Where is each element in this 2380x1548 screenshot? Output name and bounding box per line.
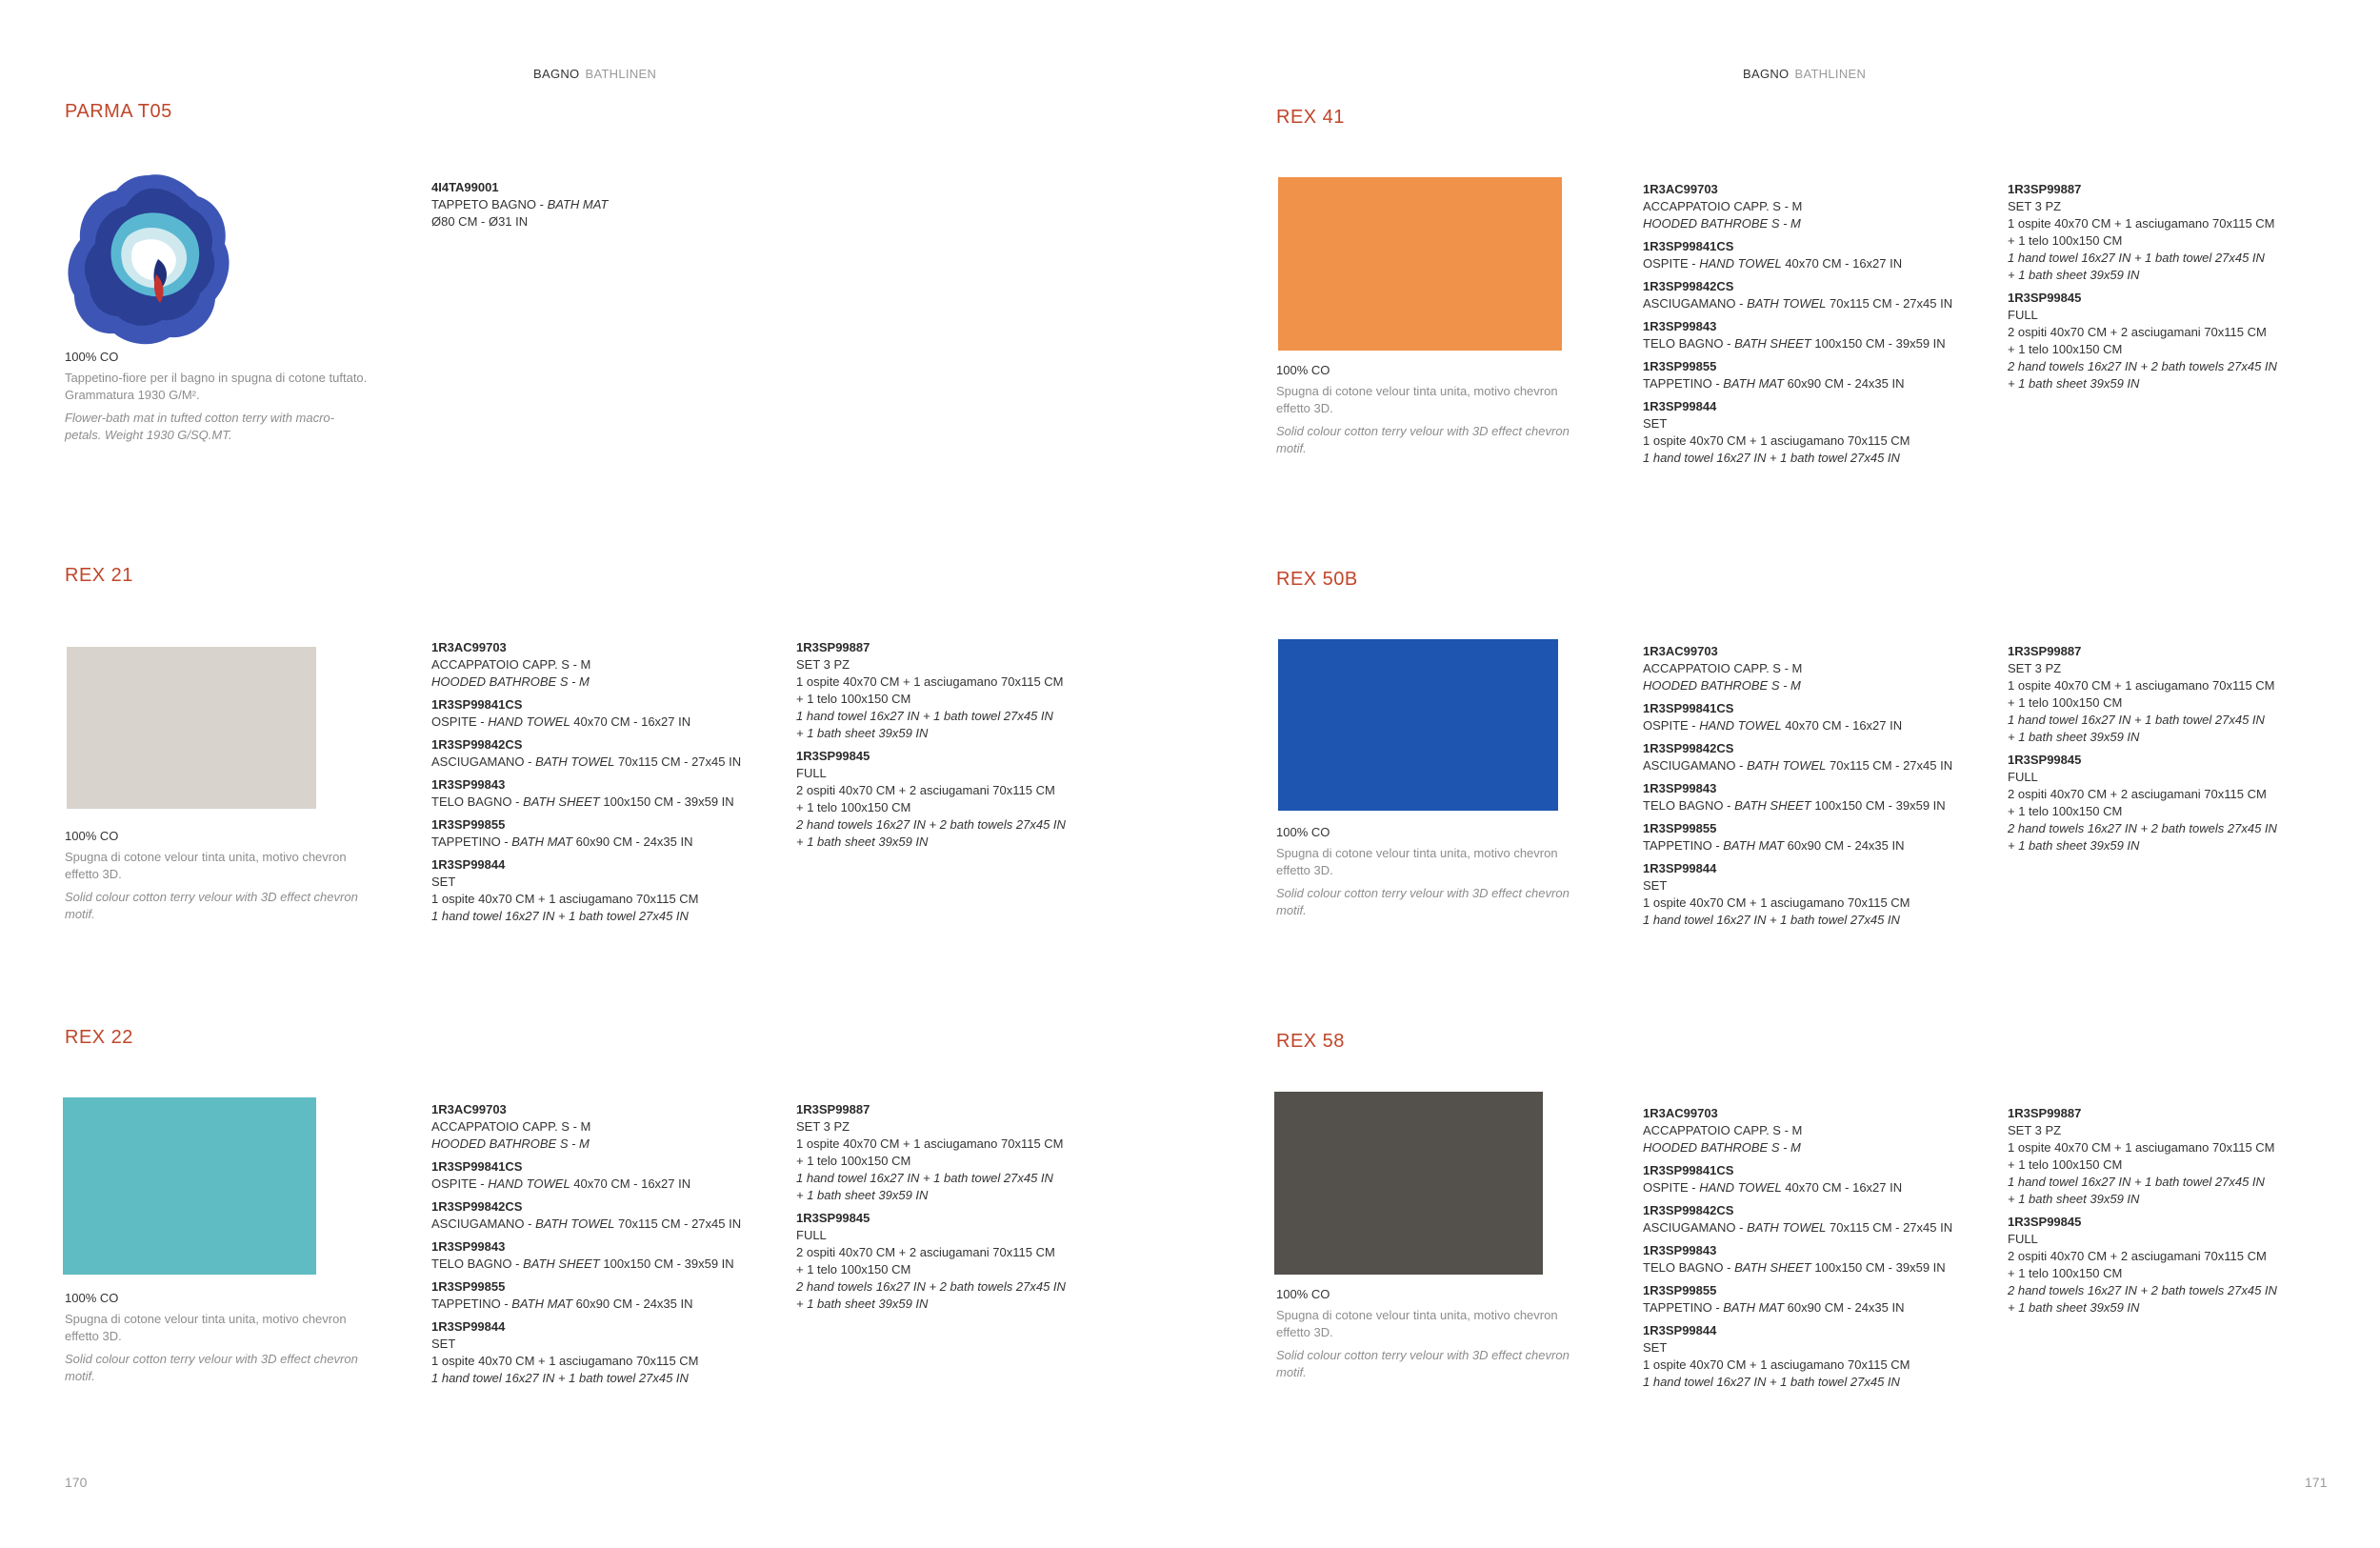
product-description: [1276, 1286, 1581, 1381]
composition: 100% CO: [1276, 825, 1330, 839]
product-description: [65, 349, 370, 444]
sku-column-1: [431, 639, 784, 925]
sku-code: 1R3SP99842CS: [1643, 741, 1734, 755]
product-rex-58: [1276, 1031, 2380, 1488]
section-label: BAGNO: [1743, 67, 1790, 81]
sku-code: 1R3SP99844: [1643, 861, 1717, 875]
sku-line: TAPPETINO - BATH MAT 60x90 CM - 24x35 IN: [431, 1297, 693, 1311]
sku-line: + 1 telo 100x150 CM: [796, 1154, 911, 1168]
description-italian: Spugna di cotone velour tinta unita, motivo chevron effetto 3D.: [65, 850, 347, 881]
rex-22-swatch-image: [63, 1097, 316, 1275]
sku-column-2: [2008, 643, 2360, 854]
sku-line: + 1 telo 100x150 CM: [2008, 695, 2123, 710]
sku-line: SET 3 PZ: [2008, 199, 2062, 213]
sku-code: 1R3SP99842CS: [1643, 279, 1734, 293]
section-sub-label: BATHLINEN: [585, 67, 657, 81]
sku-line: FULL: [796, 1228, 827, 1242]
product-description: [1276, 824, 1581, 919]
sku-code: 1R3SP99843: [431, 1239, 506, 1254]
composition: 100% CO: [65, 829, 119, 843]
sku-line: TAPPETINO - BATH MAT 60x90 CM - 24x35 IN: [1643, 838, 1905, 853]
sku-line-en: 1 hand towel 16x27 IN + 1 bath towel 27x45 IN: [1643, 1375, 1900, 1389]
sku-line-en: 1 hand towel 16x27 IN + 1 bath towel 27x45 IN: [796, 709, 1053, 723]
sku-code: 1R3AC99703: [431, 1102, 507, 1116]
sku-code: 1R3SP99841CS: [1643, 701, 1734, 715]
sku-line-en: 1 hand towel 16x27 IN + 1 bath towel 27x45 IN: [431, 1371, 689, 1385]
sku-line: TELO BAGNO - BATH SHEET 100x150 CM - 39x59 IN: [1643, 1260, 1946, 1275]
product-description: [1276, 362, 1581, 457]
sku-line: SET 3 PZ: [796, 1119, 850, 1134]
sku-line-en: + 1 bath sheet 39x59 IN: [796, 726, 929, 740]
sku-line-en: HOODED BATHROBE S - M: [1643, 678, 1801, 693]
description-english: Solid colour cotton terry velour with 3D effect chevron motif.: [1276, 1348, 1570, 1379]
sku-column-1: [1643, 643, 1995, 929]
sku-line: 1 ospite 40x70 CM + 1 asciugamano 70x115 CM: [796, 1136, 1064, 1151]
sku-line: ACCAPPATOIO CAPP. S - M: [431, 1119, 591, 1134]
sku-line: Ø80 CM - Ø31 IN: [431, 214, 529, 229]
sku-column-2: [796, 639, 1149, 851]
sku-code: 4I4TA99001: [431, 180, 499, 194]
sku-line: SET: [431, 875, 456, 889]
sku-line-en: 1 hand towel 16x27 IN + 1 bath towel 27x45 IN: [796, 1171, 1053, 1185]
sku-line-en: + 1 bath sheet 39x59 IN: [2008, 730, 2140, 744]
sku-code: 1R3SP99845: [2008, 753, 2082, 767]
sku-line: ACCAPPATOIO CAPP. S - M: [431, 657, 591, 672]
product-title: REX 21: [65, 565, 133, 586]
sku-code: 1R3AC99703: [1643, 182, 1718, 196]
sku-code: 1R3SP99855: [1643, 359, 1717, 373]
sku-line: 1 ospite 40x70 CM + 1 asciugamano 70x115 CM: [431, 892, 699, 906]
sku-line: SET: [431, 1337, 456, 1351]
sku-line: FULL: [2008, 1232, 2038, 1246]
sku-code: 1R3SP99887: [2008, 182, 2082, 196]
sku-line: + 1 telo 100x150 CM: [796, 1262, 911, 1277]
sku-code: 1R3AC99703: [1643, 1106, 1718, 1120]
sku-line-en: 1 hand towel 16x27 IN + 1 bath towel 27x45 IN: [2008, 251, 2265, 265]
sku-line: ASCIUGAMANO - BATH TOWEL 70x115 CM - 27x45 IN: [1643, 296, 1953, 311]
sku-line-en: HOODED BATHROBE S - M: [1643, 1140, 1801, 1155]
sku-line: ASCIUGAMANO - BATH TOWEL 70x115 CM - 27x45 IN: [1643, 1220, 1953, 1235]
sku-line: OSPITE - HAND TOWEL 40x70 CM - 16x27 IN: [1643, 718, 1903, 733]
sku-line-en: 2 hand towels 16x27 IN + 2 bath towels 27x45 IN: [2008, 359, 2277, 373]
running-head: [533, 67, 656, 81]
sku-code: 1R3SP99841CS: [1643, 239, 1734, 253]
description-italian: Spugna di cotone velour tinta unita, motivo chevron effetto 3D.: [65, 1312, 347, 1343]
sku-line: ACCAPPATOIO CAPP. S - M: [1643, 661, 1803, 675]
description-italian: Spugna di cotone velour tinta unita, motivo chevron effetto 3D.: [1276, 1308, 1558, 1339]
sku-line: ACCAPPATOIO CAPP. S - M: [1643, 199, 1803, 213]
composition: 100% CO: [1276, 363, 1330, 377]
product-rex-22: [65, 1027, 1254, 1484]
composition: 100% CO: [65, 1291, 119, 1305]
product-parma-t05: [65, 101, 1254, 558]
product-rex-41: [1276, 107, 2380, 564]
sku-line: 1 ospite 40x70 CM + 1 asciugamano 70x115 CM: [2008, 678, 2275, 693]
sku-code: 1R3SP99842CS: [431, 1199, 523, 1214]
sku-code: 1R3AC99703: [1643, 644, 1718, 658]
sku-code: 1R3SP99845: [2008, 291, 2082, 305]
sku-code: 1R3SP99844: [1643, 399, 1717, 413]
sku-line: TAPPETO BAGNO - BATH MAT: [431, 197, 609, 211]
page-number: 170: [65, 1475, 88, 1490]
sku-column: [431, 179, 784, 231]
sku-line: 2 ospiti 40x70 CM + 2 asciugamani 70x115 CM: [2008, 325, 2267, 339]
product-description: [65, 1290, 370, 1385]
sku-line: SET 3 PZ: [2008, 661, 2062, 675]
sku-line: 2 ospiti 40x70 CM + 2 asciugamani 70x115 CM: [2008, 787, 2267, 801]
sku-line-en: HOODED BATHROBE S - M: [1643, 216, 1801, 231]
sku-code: 1R3SP99844: [1643, 1323, 1717, 1337]
sku-code: 1R3SP99844: [431, 1319, 506, 1334]
sku-code: 1R3AC99703: [431, 640, 507, 654]
sku-line-en: HOODED BATHROBE S - M: [431, 1136, 590, 1151]
product-description: [65, 828, 370, 923]
product-title: REX 50B: [1276, 569, 1358, 590]
sku-line: ASCIUGAMANO - BATH TOWEL 70x115 CM - 27x45 IN: [431, 1216, 742, 1231]
sku-code: 1R3SP99855: [431, 1279, 506, 1294]
composition: 100% CO: [1276, 1287, 1330, 1301]
sku-code: 1R3SP99842CS: [1643, 1203, 1734, 1217]
product-rex-21: [65, 565, 1254, 1022]
sku-line: 1 ospite 40x70 CM + 1 asciugamano 70x115 CM: [1643, 433, 1910, 448]
product-title: REX 22: [65, 1027, 133, 1048]
sku-line-en: + 1 bath sheet 39x59 IN: [2008, 268, 2140, 282]
sku-line: FULL: [2008, 770, 2038, 784]
sku-column-2: [2008, 1105, 2360, 1317]
sku-line-en: 1 hand towel 16x27 IN + 1 bath towel 27x45 IN: [1643, 451, 1900, 465]
sku-line: OSPITE - HAND TOWEL 40x70 CM - 16x27 IN: [431, 1176, 691, 1191]
sku-code: 1R3SP99843: [1643, 1243, 1717, 1257]
description-english: Solid colour cotton terry velour with 3D effect chevron motif.: [1276, 886, 1570, 917]
sku-line-en: 2 hand towels 16x27 IN + 2 bath towels 27x45 IN: [796, 817, 1066, 832]
rex-58-swatch-image: [1274, 1092, 1543, 1275]
rex-50b-swatch-image: [1278, 639, 1558, 811]
sku-code: 1R3SP99855: [1643, 1283, 1717, 1297]
sku-code: 1R3SP99844: [431, 857, 506, 872]
sku-line: 1 ospite 40x70 CM + 1 asciugamano 70x115 CM: [1643, 1357, 1910, 1372]
composition: 100% CO: [65, 350, 119, 364]
page-number: 171: [2305, 1475, 2328, 1490]
sku-line: FULL: [2008, 308, 2038, 322]
sku-line: SET: [1643, 878, 1668, 893]
sku-line-en: 1 hand towel 16x27 IN + 1 bath towel 27x45 IN: [1643, 913, 1900, 927]
product-title: REX 41: [1276, 107, 1345, 128]
sku-line: 1 ospite 40x70 CM + 1 asciugamano 70x115 CM: [2008, 216, 2275, 231]
sku-line-en: 1 hand towel 16x27 IN + 1 bath towel 27x45 IN: [2008, 713, 2265, 727]
sku-line: OSPITE - HAND TOWEL 40x70 CM - 16x27 IN: [1643, 1180, 1903, 1195]
sku-line: + 1 telo 100x150 CM: [796, 800, 911, 814]
sku-line: ASCIUGAMANO - BATH TOWEL 70x115 CM - 27x45 IN: [1643, 758, 1953, 773]
sku-line: 1 ospite 40x70 CM + 1 asciugamano 70x115 CM: [431, 1354, 699, 1368]
sku-column-2: [796, 1101, 1149, 1313]
sku-line: SET: [1643, 416, 1668, 431]
description-english: Flower-bath mat in tufted cotton terry with macro-petals. Weight 1930 G/SQ.MT.: [65, 411, 334, 442]
sku-line-en: 1 hand towel 16x27 IN + 1 bath towel 27x45 IN: [2008, 1175, 2265, 1189]
sku-line-en: + 1 bath sheet 39x59 IN: [2008, 376, 2140, 391]
sku-line: SET 3 PZ: [796, 657, 850, 672]
description-english: Solid colour cotton terry velour with 3D effect chevron motif.: [1276, 424, 1570, 455]
rex-21-swatch-image: [67, 647, 316, 809]
rex-41-swatch-image: [1278, 177, 1562, 351]
sku-code: 1R3SP99887: [2008, 1106, 2082, 1120]
sku-column-1: [1643, 181, 1995, 467]
sku-line: 1 ospite 40x70 CM + 1 asciugamano 70x115 CM: [1643, 895, 1910, 910]
sku-line: + 1 telo 100x150 CM: [2008, 1266, 2123, 1280]
flower-bath-mat-image: [65, 168, 232, 349]
sku-line: ACCAPPATOIO CAPP. S - M: [1643, 1123, 1803, 1137]
right-page: [1190, 0, 2380, 1548]
sku-line-en: HOODED BATHROBE S - M: [431, 674, 590, 689]
description-english: Solid colour cotton terry velour with 3D effect chevron motif.: [65, 890, 358, 921]
description-italian: Spugna di cotone velour tinta unita, motivo chevron effetto 3D.: [1276, 384, 1558, 415]
sku-line: 2 ospiti 40x70 CM + 2 asciugamani 70x115 CM: [2008, 1249, 2267, 1263]
sku-code: 1R3SP99845: [2008, 1215, 2082, 1229]
product-title: PARMA T05: [65, 101, 172, 122]
description-italian: Tappetino-fiore per il bagno in spugna di cotone tuftato. Grammatura 1930 G/M².: [65, 371, 368, 402]
sku-column-2: [2008, 181, 2360, 392]
sku-line: 1 ospite 40x70 CM + 1 asciugamano 70x115 CM: [2008, 1140, 2275, 1155]
sku-code: 1R3SP99843: [1643, 781, 1717, 795]
sku-line: + 1 telo 100x150 CM: [2008, 804, 2123, 818]
sku-line: SET: [1643, 1340, 1668, 1355]
sku-line: TELO BAGNO - BATH SHEET 100x150 CM - 39x59 IN: [1643, 798, 1946, 813]
product-rex-50b: [1276, 569, 2380, 1026]
sku-line: TAPPETINO - BATH MAT 60x90 CM - 24x35 IN: [431, 834, 693, 849]
sku-code: 1R3SP99842CS: [431, 737, 523, 752]
sku-line-en: + 1 bath sheet 39x59 IN: [2008, 1192, 2140, 1206]
sku-line: + 1 telo 100x150 CM: [2008, 233, 2123, 248]
sku-line-en: + 1 bath sheet 39x59 IN: [796, 1188, 929, 1202]
sku-line-en: 2 hand towels 16x27 IN + 2 bath towels 27x45 IN: [2008, 1283, 2277, 1297]
section-label: BAGNO: [533, 67, 580, 81]
description-italian: Spugna di cotone velour tinta unita, motivo chevron effetto 3D.: [1276, 846, 1558, 877]
sku-code: 1R3SP99887: [796, 1102, 870, 1116]
sku-column-1: [431, 1101, 784, 1387]
sku-line-en: 2 hand towels 16x27 IN + 2 bath towels 27x45 IN: [796, 1279, 1066, 1294]
sku-code: 1R3SP99887: [2008, 644, 2082, 658]
sku-line: FULL: [796, 766, 827, 780]
sku-line: TELO BAGNO - BATH SHEET 100x150 CM - 39x59 IN: [431, 794, 734, 809]
sku-line-en: + 1 bath sheet 39x59 IN: [796, 834, 929, 849]
sku-code: 1R3SP99843: [431, 777, 506, 792]
sku-line-en: + 1 bath sheet 39x59 IN: [2008, 1300, 2140, 1315]
sku-line: OSPITE - HAND TOWEL 40x70 CM - 16x27 IN: [1643, 256, 1903, 271]
sku-line-en: + 1 bath sheet 39x59 IN: [2008, 838, 2140, 853]
sku-line: OSPITE - HAND TOWEL 40x70 CM - 16x27 IN: [431, 714, 691, 729]
section-sub-label: BATHLINEN: [1794, 67, 1867, 81]
sku-line: TELO BAGNO - BATH SHEET 100x150 CM - 39x59 IN: [1643, 336, 1946, 351]
sku-line: + 1 telo 100x150 CM: [2008, 1157, 2123, 1172]
sku-code: 1R3SP99841CS: [1643, 1163, 1734, 1177]
sku-code: 1R3SP99845: [796, 749, 870, 763]
sku-line: + 1 telo 100x150 CM: [2008, 342, 2123, 356]
sku-line: SET 3 PZ: [2008, 1123, 2062, 1137]
sku-line: 2 ospiti 40x70 CM + 2 asciugamani 70x115 CM: [796, 1245, 1055, 1259]
sku-line: TAPPETINO - BATH MAT 60x90 CM - 24x35 IN: [1643, 376, 1905, 391]
sku-code: 1R3SP99845: [796, 1211, 870, 1225]
sku-code: 1R3SP99887: [796, 640, 870, 654]
sku-line: 1 ospite 40x70 CM + 1 asciugamano 70x115 CM: [796, 674, 1064, 689]
sku-line-en: 1 hand towel 16x27 IN + 1 bath towel 27x45 IN: [431, 909, 689, 923]
sku-line: 2 ospiti 40x70 CM + 2 asciugamani 70x115 CM: [796, 783, 1055, 797]
running-head: [1743, 67, 1866, 81]
sku-line: + 1 telo 100x150 CM: [796, 692, 911, 706]
sku-code: 1R3SP99843: [1643, 319, 1717, 333]
sku-code: 1R3SP99855: [431, 817, 506, 832]
sku-line: TAPPETINO - BATH MAT 60x90 CM - 24x35 IN: [1643, 1300, 1905, 1315]
sku-code: 1R3SP99855: [1643, 821, 1717, 835]
sku-line: ASCIUGAMANO - BATH TOWEL 70x115 CM - 27x45 IN: [431, 754, 742, 769]
sku-line-en: + 1 bath sheet 39x59 IN: [796, 1297, 929, 1311]
sku-line-en: 2 hand towels 16x27 IN + 2 bath towels 27x45 IN: [2008, 821, 2277, 835]
sku-code: 1R3SP99841CS: [431, 1159, 523, 1174]
sku-line: TELO BAGNO - BATH SHEET 100x150 CM - 39x59 IN: [431, 1256, 734, 1271]
description-english: Solid colour cotton terry velour with 3D effect chevron motif.: [65, 1352, 358, 1383]
sku-code: 1R3SP99841CS: [431, 697, 523, 712]
sku-column-1: [1643, 1105, 1995, 1391]
product-title: REX 58: [1276, 1031, 1345, 1052]
